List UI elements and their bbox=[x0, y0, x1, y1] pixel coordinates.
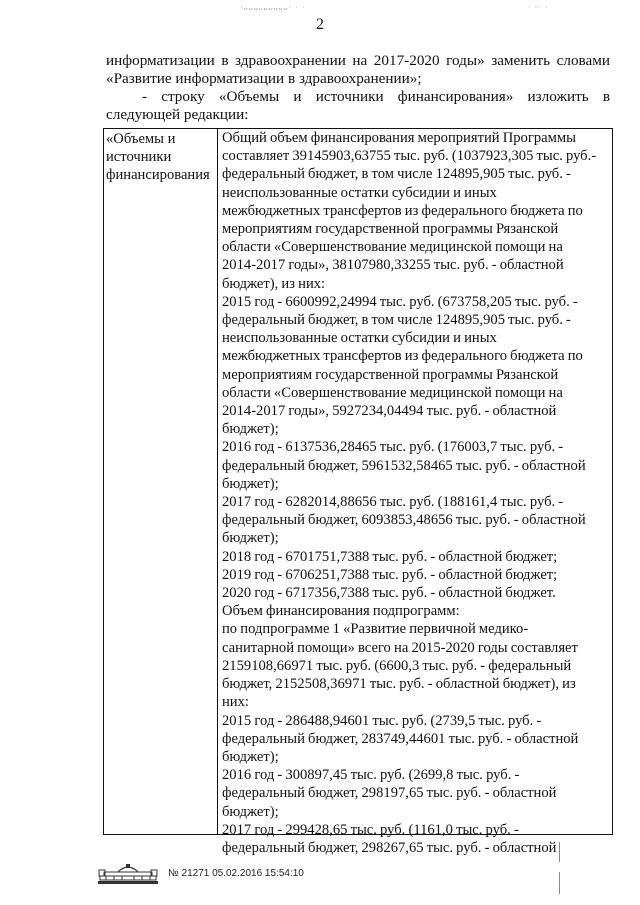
table-content-line: федеральный бюджет, в том числе 124895,905 тыс. руб. - bbox=[222, 312, 571, 329]
intro-line-2: «Развитие информатизации в здравоохранении»; bbox=[106, 70, 422, 87]
scan-artifact-tick bbox=[559, 842, 560, 862]
table-content-line: федеральный бюджет, 298197,65 тыс. руб. - областной bbox=[222, 785, 557, 802]
financing-table bbox=[103, 128, 613, 856]
table-content-line: бюджет); bbox=[222, 530, 279, 547]
table-content-line: Общий объем финансирования мероприятий Программы bbox=[222, 130, 576, 146]
table-content-line: бюджет); bbox=[222, 748, 279, 765]
table-content-line: них: bbox=[222, 694, 249, 711]
table-content-line: 2014-2017 годы», 38107980,33255 тыс. руб. - областной bbox=[222, 257, 564, 274]
scan-artifact-top-right: · ·· · bbox=[528, 3, 549, 12]
registration-stamp-text: № 21271 05.02.2016 15:54:10 bbox=[168, 868, 304, 879]
table-content-line: мероприятиям государственной программы Рязанской bbox=[222, 366, 559, 383]
table-label-cell bbox=[104, 129, 218, 834]
table-content-line: 2015 год - 6600992,24994 тыс. руб. (673758,205 тыс. руб. - bbox=[222, 293, 578, 310]
table-content-line: федеральный бюджет, 5961532,58465 тыс. руб. - областной bbox=[222, 457, 586, 474]
intro-line-3: - строку «Объемы и источники финансирования» изложить в bbox=[142, 88, 610, 105]
table-content-line: 2016 год - 300897,45 тыс. руб. (2699,8 тыс. руб. - bbox=[222, 767, 520, 784]
table-content-line: бюджет), из них: bbox=[222, 275, 326, 292]
table-content-line: мероприятиям государственной программы Рязанской bbox=[222, 221, 559, 238]
table-content-line: 2018 год - 6701751,7388 тыс. руб. - областной бюджет; bbox=[222, 548, 558, 565]
table-content-line: федеральный бюджет, 6093853,48656 тыс. руб. - областной bbox=[222, 512, 586, 529]
table-content-line: федеральный бюджет, 283749,44601 тыс. руб. - областной bbox=[222, 730, 579, 747]
intro-line-4: следующей редакции: bbox=[106, 106, 249, 123]
intro-line-1: информатизации в здравоохранении на 2017-2020 годы» заменить словами bbox=[106, 52, 610, 69]
table-content-line: федеральный бюджет, 298267,65 тыс. руб. - областной bbox=[222, 839, 557, 856]
table-content-line: 2014-2017 годы», 5927234,04494 тыс. руб. - областной bbox=[222, 403, 557, 420]
table-content-line: области «Совершенствование медицинской помощи на bbox=[222, 239, 563, 256]
table-content-line: неиспользованные остатки субсидии и иных bbox=[222, 184, 497, 201]
table-content-line: 2020 год - 6717356,7388 тыс. руб. - областной бюджет. bbox=[222, 585, 556, 602]
table-content-line: 2017 год - 6282014,88656 тыс. руб. (188161,4 тыс. руб. - bbox=[222, 494, 564, 511]
table-label-line: источники bbox=[106, 149, 172, 166]
table-content-line: федеральный бюджет, в том числе 124895,905 тыс. руб. - bbox=[222, 166, 571, 183]
government-building-stamp-icon bbox=[96, 862, 160, 891]
table-content-line: бюджет, 2152508,36971 тыс. руб. - областной бюджет), из bbox=[222, 676, 576, 693]
scan-artifact-top: ·ᴗᴗᴗᴗᴗᴗᴗᴗᴗ· · · bbox=[240, 3, 306, 12]
table-content-line: санитарной помощи» всего на 2015-2020 годы составляет bbox=[222, 639, 578, 656]
table-content-line: по подпрограмме 1 «Развитие первичной медико- bbox=[222, 621, 529, 638]
table-content-line: 2019 год - 6706251,7388 тыс. руб. - областной бюджет; bbox=[222, 566, 558, 583]
table-content-line: 2017 год - 299428,65 тыс. руб. (1161,0 тыс. руб. - bbox=[222, 821, 519, 838]
table-label-line: финансирования bbox=[106, 167, 210, 184]
table-content-line: межбюджетных трансфертов из федерального бюджета по bbox=[222, 202, 583, 219]
scan-artifact-tick bbox=[559, 872, 560, 894]
table-content-line: составляет 39145903,63755 тыс. руб. (1037923,305 тыс. руб.- bbox=[222, 148, 597, 165]
table-content-line: бюджет); bbox=[222, 421, 279, 438]
table-content-line: межбюджетных трансфертов из федерального бюджета по bbox=[222, 348, 583, 365]
table-content-line: 2015 год - 286488,94601 тыс. руб. (2739,5 тыс. руб. - bbox=[222, 712, 542, 729]
table-content-cell bbox=[219, 129, 612, 856]
table-content-line: бюджет); bbox=[222, 475, 279, 492]
table-content-line: области «Совершенствование медицинской помощи на bbox=[222, 384, 563, 401]
table-label-line: «Объемы и bbox=[106, 131, 176, 147]
intro-paragraph bbox=[106, 52, 610, 124]
page-number: 2 bbox=[316, 16, 324, 33]
table-content-line: 2016 год - 6137536,28465 тыс. руб. (176003,7 тыс. руб. - bbox=[222, 439, 564, 456]
table-content-line: 2159108,66971 тыс. руб. (6600,3 тыс. руб. - федеральный bbox=[222, 657, 572, 674]
table-content-line: Объем финансирования подпрограмм: bbox=[222, 603, 460, 620]
table-content-line: бюджет); bbox=[222, 803, 279, 820]
table-content-line: неиспользованные остатки субсидии и иных bbox=[222, 330, 497, 347]
